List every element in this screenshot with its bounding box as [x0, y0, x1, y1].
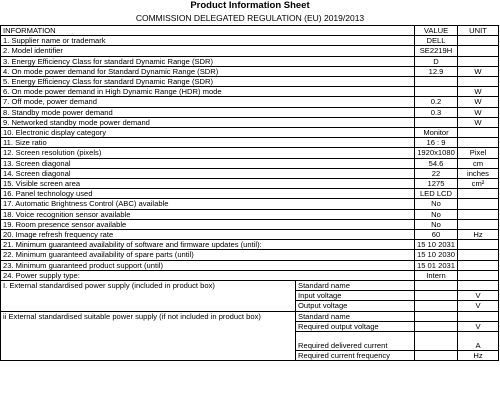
row-unit: cm²	[458, 179, 499, 189]
row-value	[415, 301, 458, 311]
row-sub-label: Required current frequency	[296, 351, 415, 361]
row-value: 15 01 2031	[415, 260, 458, 270]
row-label: 17. Automatic Brightness Control (ABC) available	[1, 199, 415, 209]
row-value: No	[415, 199, 458, 209]
row-unit: W	[458, 97, 499, 107]
row-unit	[458, 311, 499, 321]
row-unit: Hz	[458, 230, 499, 240]
row-unit: W	[458, 117, 499, 127]
row-label: 24. Power supply type:	[1, 270, 415, 280]
row-spacer	[1, 332, 296, 351]
row-value	[415, 281, 458, 291]
row-unit	[458, 240, 499, 250]
row-sub-label: Standard name	[296, 281, 415, 291]
row-label: 11. Size ratio	[1, 138, 415, 148]
row-sub-label: Input voltage	[296, 291, 415, 301]
table-row	[1, 107, 499, 117]
row-spacer	[1, 351, 296, 361]
table-row	[1, 66, 499, 76]
row-value: 16 : 9	[415, 138, 458, 148]
table-row	[1, 168, 499, 178]
row-label: 21. Minimum guaranteed availability of software and firmware updates (until):	[1, 240, 415, 250]
table-row	[1, 148, 499, 158]
table-row	[1, 260, 499, 270]
row-label: 2. Model identifier	[1, 46, 415, 56]
row-label: 5. Energy Efficiency Class for standard Dynamic Range (SDR)	[1, 77, 415, 87]
regulation-subtitle: COMMISSION DELEGATED REGULATION (EU) 2019/2013	[135, 13, 365, 23]
table-row	[1, 158, 499, 168]
row-unit	[458, 219, 499, 229]
row-unit: W	[458, 66, 499, 76]
column-header-information: INFORMATION	[1, 26, 415, 36]
row-spacer	[1, 321, 296, 331]
table-row	[1, 230, 499, 240]
table-row	[1, 138, 499, 148]
table-row	[1, 189, 499, 199]
row-label: 10. Electronic display category	[1, 128, 415, 138]
row-unit	[458, 46, 499, 56]
row-label: 1. Supplier name or trademark	[1, 36, 415, 46]
table-row	[1, 250, 499, 260]
row-unit: V	[458, 321, 499, 331]
row-unit	[458, 250, 499, 260]
row-unit	[458, 209, 499, 219]
row-value: 1920x1080	[415, 148, 458, 158]
row-unit	[458, 199, 499, 209]
row-value	[415, 351, 458, 361]
information-table	[0, 25, 499, 361]
row-unit: W	[458, 87, 499, 97]
row-unit	[458, 128, 499, 138]
row-unit: cm	[458, 158, 499, 168]
table-row	[1, 179, 499, 189]
row-label: 23. Minimum guaranteed product support (until)	[1, 260, 415, 270]
row-unit	[458, 189, 499, 199]
row-label: 15. Visible screen area	[1, 179, 415, 189]
row-label: 20. Image refresh frequency rate	[1, 230, 415, 240]
row-label: 6. On mode power demand in High Dynamic Range (HDR) mode	[1, 87, 415, 97]
row-value: 22	[415, 168, 458, 178]
row-value: DELL	[415, 36, 458, 46]
row-value: 15 10 2031	[415, 240, 458, 250]
row-value	[415, 291, 458, 301]
page-title: Product Information Sheet	[190, 0, 310, 11]
row-unit: Hz	[458, 351, 499, 361]
row-label: 9. Networked standby mode power demand	[1, 117, 415, 127]
row-value	[415, 77, 458, 87]
row-unit	[458, 260, 499, 270]
row-value: Intern	[415, 270, 458, 280]
table-row	[1, 301, 499, 311]
row-sub-label: Standard name	[296, 311, 415, 321]
power-supply-section	[1, 281, 499, 361]
row-sub-label: Required delivered current	[296, 332, 415, 351]
row-value: 54.6	[415, 158, 458, 168]
table-row	[1, 240, 499, 250]
suitable-supply-label: ii External standardised suitable power supply (if not included in product box)	[1, 311, 296, 321]
row-value: 1275	[415, 179, 458, 189]
row-value: Monitor	[415, 128, 458, 138]
row-unit: A	[458, 332, 499, 351]
row-value: 60	[415, 230, 458, 240]
table-row	[1, 219, 499, 229]
row-unit: W	[458, 107, 499, 117]
table-row	[1, 77, 499, 87]
row-value: D	[415, 56, 458, 66]
row-label: 12. Screen resolution (pixels)	[1, 148, 415, 158]
row-label: 13. Screen diagonal	[1, 158, 415, 168]
table-row	[1, 209, 499, 219]
table-row	[1, 87, 499, 97]
row-unit	[458, 77, 499, 87]
table-row	[1, 321, 499, 331]
row-value: No	[415, 209, 458, 219]
table-row	[1, 128, 499, 138]
table-row	[1, 311, 499, 321]
table-row	[1, 332, 499, 351]
row-label: 18. Voice recognition sensor available	[1, 209, 415, 219]
row-unit: V	[458, 291, 499, 301]
row-value: 12.9	[415, 66, 458, 76]
table-row	[1, 56, 499, 66]
row-sub-label: Required output voltage	[296, 321, 415, 331]
table-row	[1, 270, 499, 280]
row-value: 0.3	[415, 107, 458, 117]
row-unit	[458, 270, 499, 280]
table-row	[1, 281, 499, 291]
row-label: 8. Standby mode power demand	[1, 107, 415, 117]
table-header-row	[1, 26, 499, 36]
row-label: 14. Screen diagonal	[1, 168, 415, 178]
table-row	[1, 351, 499, 361]
row-spacer	[1, 301, 296, 311]
table-row	[1, 46, 499, 56]
table-row	[1, 199, 499, 209]
row-value	[415, 311, 458, 321]
row-unit	[458, 56, 499, 66]
row-value	[415, 117, 458, 127]
row-unit: Pixel	[458, 148, 499, 158]
row-label: 4. On mode power demand for Standard Dynamic Range (SDR)	[1, 66, 415, 76]
row-unit: V	[458, 301, 499, 311]
row-label: 7. Off mode, power demand	[1, 97, 415, 107]
row-spacer	[1, 291, 296, 301]
row-label: 16. Panel technology used	[1, 189, 415, 199]
row-label: 19. Room presence sensor available	[1, 219, 415, 229]
row-sub-label: Output voltage	[296, 301, 415, 311]
row-value	[415, 87, 458, 97]
row-value	[415, 332, 458, 351]
row-unit	[458, 138, 499, 148]
row-value: LED LCD	[415, 189, 458, 199]
table-row	[1, 291, 499, 301]
table-row	[1, 97, 499, 107]
row-value	[415, 321, 458, 331]
row-unit: inches	[458, 168, 499, 178]
column-header-unit: UNIT	[458, 26, 499, 36]
table-row	[1, 36, 499, 46]
row-unit	[458, 36, 499, 46]
row-value: 0.2	[415, 97, 458, 107]
table-body	[1, 36, 499, 281]
external-supply-label: I. External standardised power supply (included in product box)	[1, 281, 296, 291]
row-unit	[458, 281, 499, 291]
column-header-value: VALUE	[415, 26, 458, 36]
row-value: SE2219H	[415, 46, 458, 56]
table-row	[1, 117, 499, 127]
row-label: 22. Minimum guaranteed availability of spare parts (until)	[1, 250, 415, 260]
row-label: 3. Energy Efficiency Class for standard Dynamic Range (SDR)	[1, 56, 415, 66]
row-value: No	[415, 219, 458, 229]
row-value: 15 10 2030	[415, 250, 458, 260]
